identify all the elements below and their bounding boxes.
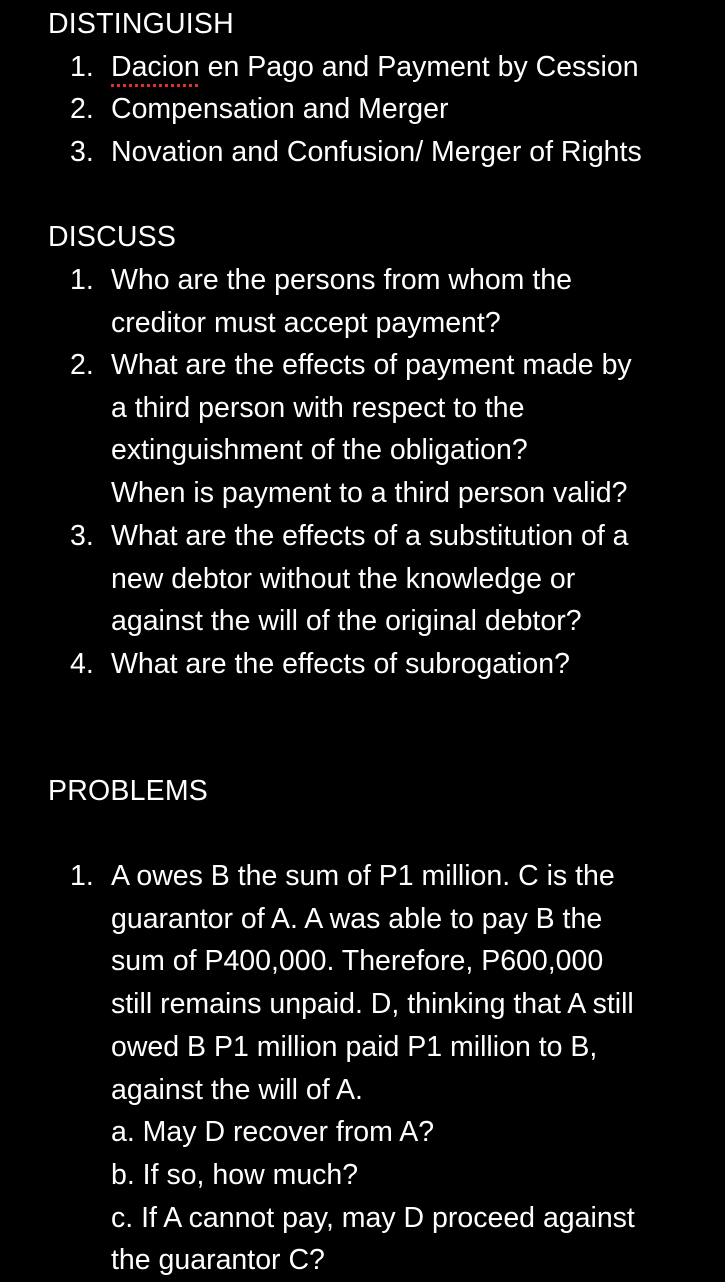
item-line: Compensation and Merger — [111, 93, 449, 125]
item-line: a third person with respect to the — [111, 391, 525, 424]
item-line: What are the effects of payment made by — [111, 349, 632, 381]
item-text-rest: en Pago and Payment by Cession — [199, 51, 639, 83]
item-line: What are the effects of a substitution of a — [111, 520, 629, 552]
item-line: new debtor without the knowledge or — [111, 562, 576, 595]
item-line: still remains unpaid. D, thinking that A still — [111, 988, 634, 1021]
item-line: b. If so, how much? — [111, 1158, 359, 1191]
item-line: guarantor of A. A was able to pay B the — [111, 902, 603, 935]
item-text — [111, 259, 711, 344]
item-text — [111, 131, 711, 174]
item-text — [111, 88, 711, 131]
item-line: creditor must accept payment? — [111, 306, 501, 339]
item-line: owed B P1 million paid P1 million to B, — [111, 1030, 598, 1063]
item-number: 4. — [70, 648, 94, 680]
item-line: against the will of the original debtor? — [111, 605, 582, 638]
item-text — [111, 515, 711, 643]
item-line: A owes B the sum of P1 million. C is the — [111, 860, 615, 892]
item-text — [111, 855, 711, 1282]
item-number: 3. — [70, 520, 94, 552]
problems-heading: PROBLEMS — [48, 775, 208, 807]
item-number: 1. — [70, 264, 94, 296]
item-line: a. May D recover from A? — [111, 1116, 435, 1149]
distinguish-heading: DISTINGUISH — [48, 8, 234, 40]
item-line: When is payment to a third person valid? — [111, 477, 628, 510]
item-text — [111, 643, 711, 686]
item-text — [111, 344, 711, 515]
item-number: 2. — [70, 349, 94, 381]
discuss-heading: DISCUSS — [48, 221, 177, 253]
item-text — [111, 46, 711, 89]
item-line: What are the effects of subrogation? — [111, 648, 570, 680]
item-line: against the will of A. — [111, 1073, 363, 1106]
item-line: sum of P400,000. Therefore, P600,000 — [111, 945, 604, 978]
item-number: 2. — [70, 93, 94, 125]
item-number: 1. — [70, 51, 94, 83]
item-line: Who are the persons from whom the — [111, 264, 572, 296]
item-line: Novation and Confusion/ Merger of Rights — [111, 136, 642, 168]
item-line: c. If A cannot pay, may D proceed against — [111, 1201, 635, 1234]
item-line: the guarantor C? — [111, 1244, 325, 1277]
misspelled-word[interactable]: Dacion — [111, 51, 200, 83]
item-number: 1. — [70, 860, 94, 892]
item-number: 3. — [70, 136, 94, 168]
item-line: extinguishment of the obligation? — [111, 434, 528, 467]
